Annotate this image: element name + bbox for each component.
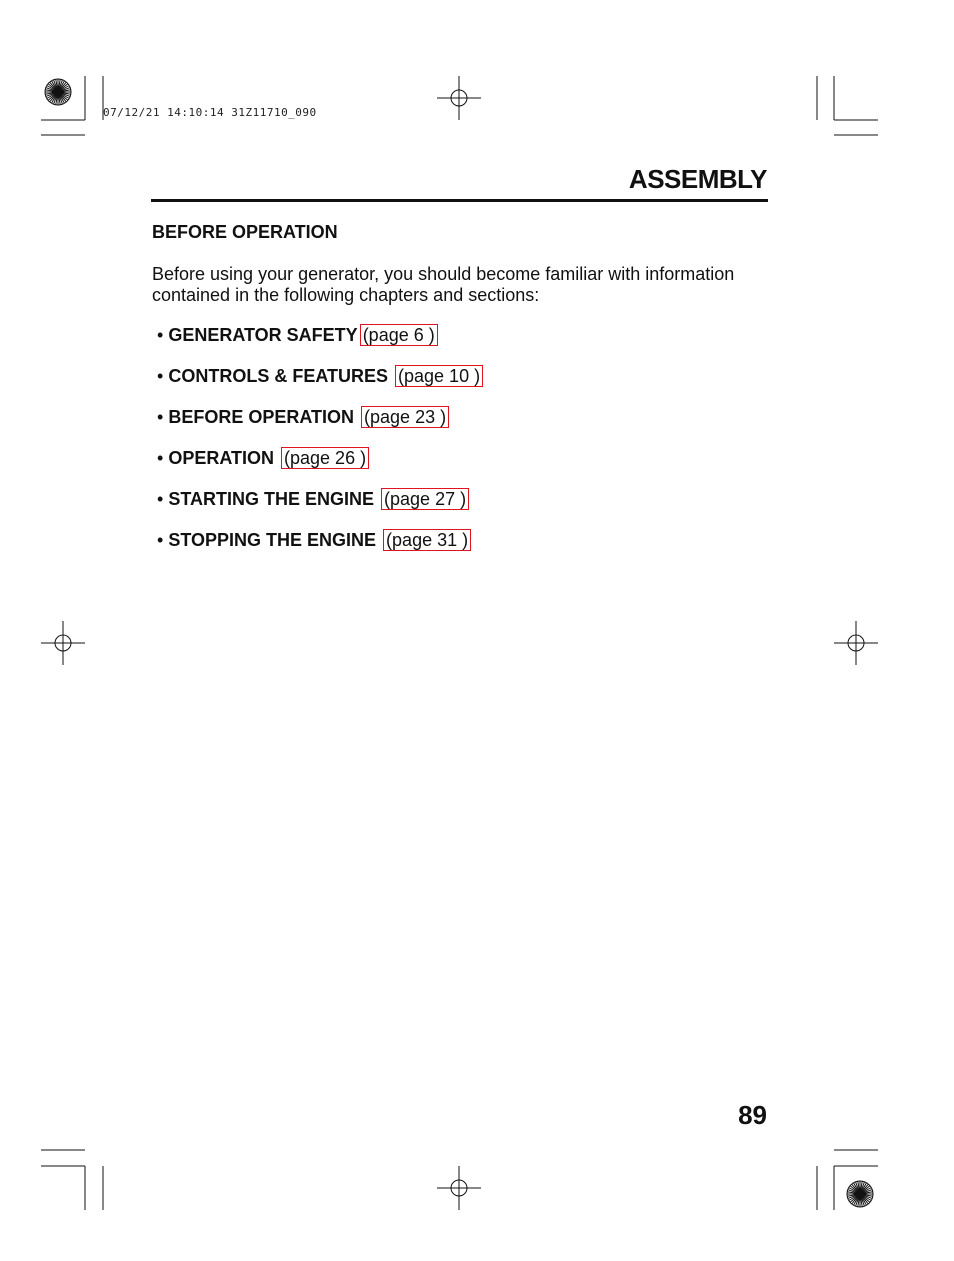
section-title: ASSEMBLY: [628, 164, 767, 194]
bullet: •: [157, 489, 164, 509]
crosshair-icon: [437, 76, 481, 120]
chapter-list: [157, 323, 483, 569]
crop-mark-icon: [817, 76, 878, 135]
page-link[interactable]: (page 6 ): [360, 324, 438, 346]
chapter-label: CONTROLS & FEATURES: [168, 366, 388, 386]
chapter-label: STARTING THE ENGINE: [168, 489, 375, 509]
chapter-label: STOPPING THE ENGINE: [168, 530, 377, 550]
crosshair-icon: [437, 1166, 481, 1210]
page-link[interactable]: (page 26 ): [281, 447, 369, 469]
chapter-label: BEFORE OPERATION: [168, 407, 355, 427]
list-item: [157, 487, 483, 528]
header-rule: [151, 199, 768, 202]
crop-mark-icon: [41, 76, 103, 135]
page-number: 89: [738, 1100, 767, 1130]
chapter-label: OPERATION: [168, 448, 274, 468]
chapter-label: GENERATOR SAFETY: [168, 325, 358, 345]
registration-starburst-icon: [45, 79, 71, 105]
bullet: •: [157, 366, 164, 386]
bullet: •: [157, 530, 164, 550]
crosshair-icon: [834, 621, 878, 665]
page-heading: BEFORE OPERATION: [152, 222, 338, 242]
page-link[interactable]: (page 23 ): [361, 406, 449, 428]
page-link[interactable]: (page 10 ): [395, 365, 483, 387]
print-timestamp: 07/12/21 14:10:14 31Z11710_090: [103, 106, 317, 119]
intro-paragraph: Before using your generator, you should become familiar with information contained in the following chapters and sections:: [152, 264, 735, 305]
bullet: •: [157, 448, 164, 468]
page-link[interactable]: (page 27 ): [381, 488, 469, 510]
registration-starburst-icon: [847, 1181, 873, 1207]
bullet: •: [157, 325, 164, 345]
list-item: [157, 528, 483, 569]
crop-mark-icon: [41, 1150, 103, 1210]
bullet: •: [157, 407, 164, 427]
page-link[interactable]: (page 31 ): [383, 529, 471, 551]
crosshair-icon: [41, 621, 85, 665]
list-item: [157, 323, 483, 364]
list-item: [157, 405, 483, 446]
list-item: [157, 364, 483, 405]
list-item: [157, 446, 483, 487]
